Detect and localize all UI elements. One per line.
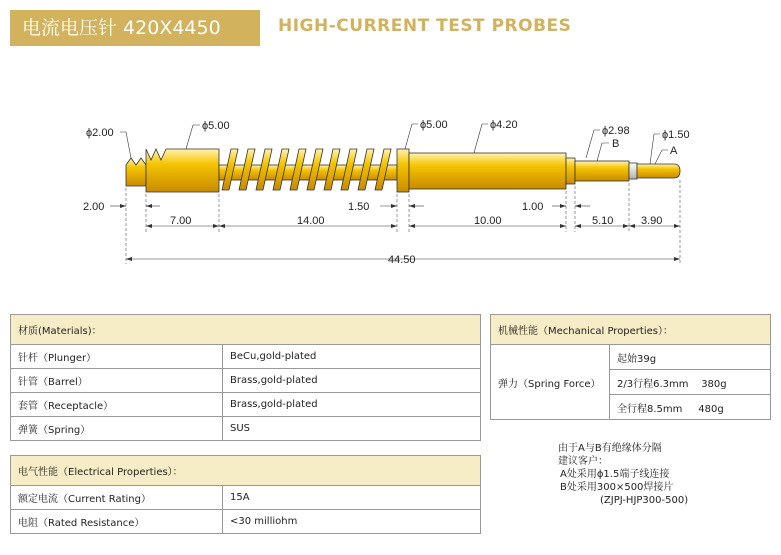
mark-label-a: A bbox=[670, 145, 678, 157]
material-part: 套管（Receptacle） bbox=[11, 393, 223, 417]
note-line: 建议客户： bbox=[558, 456, 608, 467]
material-part: 针管（Barrel） bbox=[11, 369, 223, 393]
table-row bbox=[11, 510, 481, 534]
table-row bbox=[11, 486, 481, 510]
electrical-header: 电气性能（Electrical Properties）： bbox=[11, 456, 481, 486]
table-row bbox=[11, 345, 481, 369]
dim-collar-length: 1.50 bbox=[348, 201, 370, 213]
materials-table bbox=[10, 314, 481, 441]
mark-label-b: B bbox=[612, 138, 620, 150]
mechanical-value: 起始39g bbox=[610, 345, 771, 370]
materials-header: 材质(Materials)： bbox=[11, 315, 481, 345]
material-part: 针杆（Plunger） bbox=[11, 345, 223, 369]
material-value: Brass,gold-plated bbox=[223, 369, 481, 393]
dim-step-length: 1.00 bbox=[522, 201, 544, 213]
dim-total-length: 44.50 bbox=[388, 254, 416, 266]
page-subtitle: HIGH-CURRENT TEST PROBES bbox=[278, 16, 572, 36]
probe-a-section bbox=[637, 164, 680, 178]
table-row bbox=[11, 369, 481, 393]
dim-a-length: 3.90 bbox=[641, 215, 663, 227]
probe-barrel bbox=[409, 153, 566, 189]
mechanical-header: 机械性能（Mechanical Properties）： bbox=[491, 315, 771, 345]
table-row bbox=[491, 345, 771, 370]
page-title: 电流电压针 420X4450 bbox=[10, 10, 260, 46]
probe-collar bbox=[397, 149, 409, 192]
note-line: A处采用ϕ1.5端子线连接 bbox=[560, 469, 670, 480]
material-value: SUS bbox=[223, 417, 481, 441]
table-row bbox=[11, 393, 481, 417]
mechanical-table bbox=[490, 314, 771, 420]
dim-b-length: 5.10 bbox=[592, 215, 614, 227]
probe-spring bbox=[219, 149, 397, 190]
dim-plunger-length: 7.00 bbox=[170, 215, 192, 227]
notes-block bbox=[558, 442, 688, 507]
electrical-part: 额定电流（Current Rating） bbox=[11, 486, 223, 510]
probe-body bbox=[126, 149, 680, 192]
material-value: Brass,gold-plated bbox=[223, 393, 481, 417]
probe-b-section bbox=[575, 161, 629, 181]
probe-insulator bbox=[629, 163, 637, 179]
note-line: 由于A与B有绝缘体分隔 bbox=[558, 443, 662, 454]
mechanical-value: 全行程8.5mm 480g bbox=[610, 395, 771, 420]
probe-step bbox=[566, 158, 575, 184]
dim-label-collar-diameter: ϕ5.00 bbox=[420, 119, 448, 131]
dim-spring-length: 14.00 bbox=[297, 215, 325, 227]
electrical-value: <30 milliohm bbox=[223, 510, 481, 534]
note-line: B处采用300×500焊接片 bbox=[560, 482, 674, 493]
probe-plunger bbox=[146, 149, 219, 192]
table-row bbox=[11, 417, 481, 441]
dim-tip-length: 2.00 bbox=[83, 201, 105, 213]
material-value: BeCu,gold-plated bbox=[223, 345, 481, 369]
electrical-table bbox=[10, 455, 481, 534]
mechanical-label: 弹力（Spring Force） bbox=[491, 345, 610, 420]
note-line: (ZJPJ-HJP300-500) bbox=[600, 495, 689, 506]
electrical-value: 15A bbox=[223, 486, 481, 510]
dim-label-a-diameter: ϕ1.50 bbox=[662, 129, 690, 141]
mechanical-value: 2/3行程6.3mm 380g bbox=[610, 370, 771, 395]
probe-crown-tip bbox=[126, 158, 146, 186]
electrical-part: 电阻（Rated Resistance） bbox=[11, 510, 223, 534]
dim-barrel-length: 10.00 bbox=[474, 215, 502, 227]
dim-label-b-diameter: ϕ2.98 bbox=[602, 125, 630, 137]
dim-label-tip-diameter: ϕ2.00 bbox=[86, 127, 114, 139]
probe-drawing bbox=[0, 100, 781, 270]
material-part: 弹簧（Spring） bbox=[11, 417, 223, 441]
dim-label-barrel-diameter: ϕ4.20 bbox=[490, 119, 518, 131]
dim-label-plunger-diameter: ϕ5.00 bbox=[202, 120, 230, 132]
